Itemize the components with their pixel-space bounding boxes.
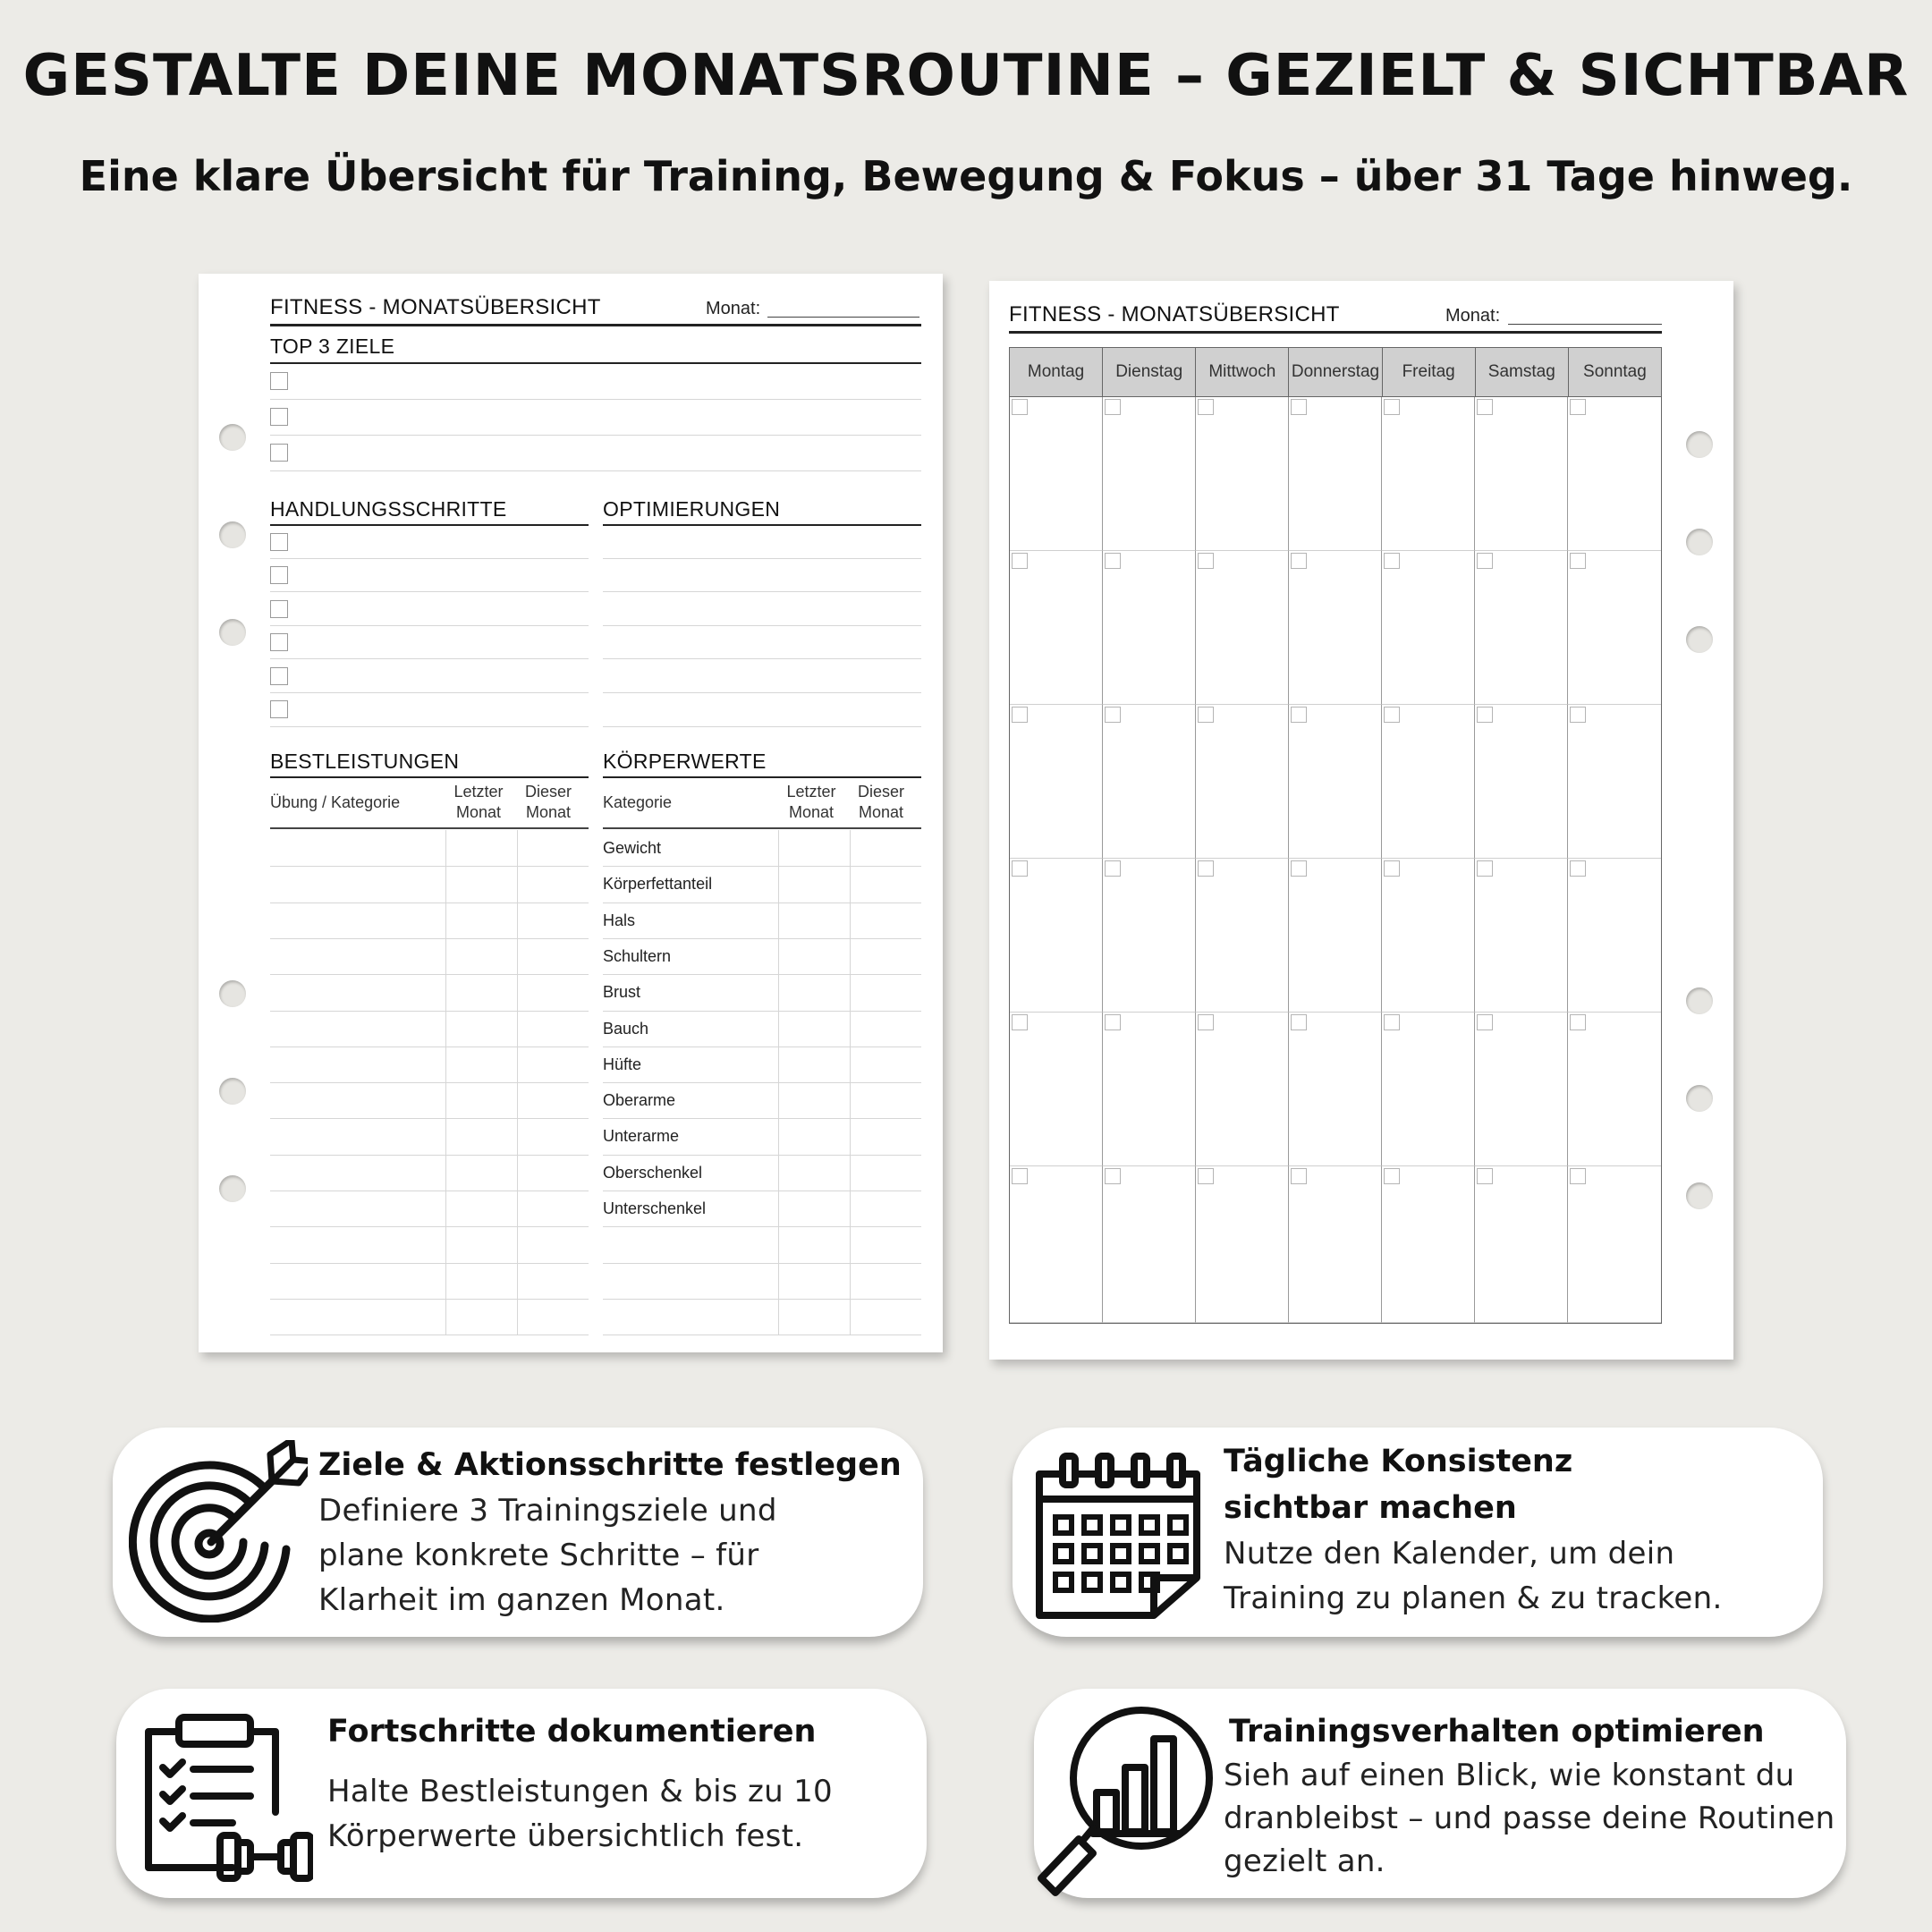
day-number-box <box>1384 1014 1400 1030</box>
day-header: Samstag <box>1476 348 1569 396</box>
body-col-this: Dieser Monat <box>857 783 904 821</box>
steps-rule <box>270 524 589 526</box>
step-checkbox[interactable] <box>270 566 288 584</box>
punch-hole <box>1686 1085 1713 1112</box>
table-row-line <box>270 1155 589 1156</box>
day-number-box <box>1291 553 1307 569</box>
card-title: Fortschritte dokumentieren <box>327 1714 817 1750</box>
row-line <box>270 658 589 659</box>
day-number-box <box>1477 1168 1493 1184</box>
table-row-line <box>603 938 921 939</box>
punch-hole <box>219 1175 246 1202</box>
table-row-line <box>603 902 921 903</box>
sheet-title: FITNESS - MONATSÜBERSICHT <box>270 295 601 319</box>
table-row-line <box>603 974 921 975</box>
day-number-box <box>1012 1014 1028 1030</box>
step-checkbox[interactable] <box>270 600 288 618</box>
calendar-day-cell[interactable] <box>1382 551 1475 705</box>
card-text-line: plane konkrete Schritte – für <box>318 1538 759 1573</box>
feature-card-progress <box>116 1689 927 1898</box>
row-line <box>270 435 921 436</box>
records-col-last: Letzter Monat <box>453 783 504 821</box>
calendar-day-cell[interactable] <box>1010 397 1103 551</box>
day-number-box <box>1291 399 1307 415</box>
card-text-line: Training zu planen & zu tracken. <box>1224 1580 1723 1616</box>
body-col-last: Letzter Monat <box>786 783 836 821</box>
day-number-box <box>1105 1168 1121 1184</box>
body-row-label: Bauch <box>603 1020 649 1038</box>
day-number-box <box>1384 1168 1400 1184</box>
body-head-rule <box>603 827 921 829</box>
clipboard-dumbbell-icon <box>143 1714 313 1884</box>
calendar-day-cell[interactable] <box>1289 705 1382 859</box>
table-row-line <box>603 866 921 867</box>
table-column-line <box>445 830 446 1335</box>
card-title: Ziele & Aktionsschritte festlegen <box>318 1447 902 1483</box>
day-number-box <box>1012 1168 1028 1184</box>
day-number-box <box>1570 1168 1586 1184</box>
day-number-box <box>1570 860 1586 877</box>
optimizations-rule <box>603 524 921 526</box>
calendar-day-cell[interactable] <box>1289 551 1382 705</box>
day-number-box <box>1291 707 1307 723</box>
calendar-day-cell[interactable] <box>1103 397 1196 551</box>
feature-card-goals <box>113 1428 923 1637</box>
goal-checkbox[interactable] <box>270 372 288 390</box>
row-line <box>270 399 921 400</box>
records-head-rule <box>270 827 589 829</box>
row-line <box>270 625 589 626</box>
calendar-header <box>1010 348 1661 397</box>
calendar-day-cell[interactable] <box>1289 1013 1382 1166</box>
title-rule <box>1009 331 1662 334</box>
table-row-line <box>270 1011 589 1012</box>
calendar-day-cell[interactable] <box>1196 1166 1289 1323</box>
day-number-box <box>1570 707 1586 723</box>
step-checkbox[interactable] <box>270 700 288 718</box>
row-line <box>603 591 921 592</box>
calendar-day-cell[interactable] <box>1010 1013 1103 1166</box>
table-row-line <box>270 1046 589 1047</box>
table-row-line <box>270 1299 589 1300</box>
records-rule <box>270 776 589 778</box>
body-title: KÖRPERWERTE <box>603 750 767 773</box>
table-row-line <box>270 1082 589 1083</box>
step-checkbox[interactable] <box>270 633 288 651</box>
row-line <box>270 692 589 693</box>
day-number-box <box>1570 399 1586 415</box>
calendar-day-cell[interactable] <box>1475 1166 1568 1323</box>
day-number-box <box>1477 860 1493 877</box>
table-row-line <box>270 1263 589 1264</box>
month-label: Monat: <box>706 299 761 318</box>
goal-checkbox[interactable] <box>270 408 288 426</box>
calendar-day-cell[interactable] <box>1568 1166 1661 1323</box>
calendar-day-cell[interactable] <box>1568 859 1661 1013</box>
row-line <box>270 726 589 727</box>
table-column-line <box>850 830 851 1335</box>
calendar-day-cell[interactable] <box>1289 1166 1382 1323</box>
calendar-day-cell[interactable] <box>1475 859 1568 1013</box>
step-checkbox[interactable] <box>270 667 288 685</box>
calendar-day-cell[interactable] <box>1568 705 1661 859</box>
month-line <box>767 317 919 318</box>
row-line <box>603 658 921 659</box>
table-row-line <box>270 1118 589 1119</box>
card-text-line: Definiere 3 Trainingsziele und <box>318 1493 777 1529</box>
punch-hole <box>1686 626 1713 653</box>
target-dart-icon <box>129 1440 308 1623</box>
table-row-line <box>603 1226 921 1227</box>
table-row-line <box>270 938 589 939</box>
sheet-calendar <box>989 281 1733 1360</box>
day-number-box <box>1291 1014 1307 1030</box>
table-column-line <box>778 830 779 1335</box>
day-number-box <box>1012 553 1028 569</box>
row-line <box>603 558 921 559</box>
day-number-box <box>1198 1168 1214 1184</box>
day-number-box <box>1105 1014 1121 1030</box>
magnifier-chart-icon <box>1034 1703 1213 1900</box>
card-title: Trainingsverhalten optimieren <box>1229 1714 1765 1750</box>
row-line <box>270 558 589 559</box>
day-number-box <box>1105 399 1121 415</box>
calendar-day-cell[interactable] <box>1103 551 1196 705</box>
goals-title: TOP 3 ZIELE <box>270 335 395 358</box>
calendar-day-cell[interactable] <box>1196 859 1289 1013</box>
day-number-box <box>1012 860 1028 877</box>
feature-card-optimize <box>1034 1689 1846 1898</box>
punch-hole <box>219 1078 246 1105</box>
punch-hole <box>1686 431 1713 458</box>
body-rule <box>603 776 921 778</box>
month-line <box>1508 324 1662 325</box>
calendar-day-cell[interactable] <box>1382 1013 1475 1166</box>
day-number-box <box>1291 1168 1307 1184</box>
punch-hole <box>219 424 246 451</box>
records-title: BESTLEISTUNGEN <box>270 750 460 773</box>
table-row-line <box>603 1082 921 1083</box>
row-line <box>603 692 921 693</box>
punch-hole <box>219 521 246 548</box>
day-number-box <box>1477 399 1493 415</box>
calendar-day-cell[interactable] <box>1568 551 1661 705</box>
calendar-day-cell[interactable] <box>1382 397 1475 551</box>
table-row-line <box>603 1299 921 1300</box>
day-header: Montag <box>1010 348 1103 396</box>
calendar-day-cell[interactable] <box>1475 1013 1568 1166</box>
punch-hole <box>1686 987 1713 1014</box>
body-row-label: Unterarme <box>603 1127 680 1145</box>
table-row-line <box>603 1263 921 1264</box>
calendar-day-cell[interactable] <box>1196 1013 1289 1166</box>
calendar-day-cell[interactable] <box>1568 397 1661 551</box>
card-text-line: gezielt an. <box>1224 1843 1385 1879</box>
calendar-day-cell[interactable] <box>1382 705 1475 859</box>
feature-card-consistency <box>1013 1428 1823 1637</box>
calendar-day-cell[interactable] <box>1196 705 1289 859</box>
table-column-line <box>517 830 518 1335</box>
punch-hole <box>219 980 246 1007</box>
calendar-day-cell[interactable] <box>1289 859 1382 1013</box>
body-row-label: Oberarme <box>603 1091 676 1109</box>
table-row-line <box>270 902 589 903</box>
day-header: Donnerstag <box>1289 348 1382 396</box>
calendar-day-cell[interactable] <box>1103 1013 1196 1166</box>
records-col-this: Dieser Monat <box>524 783 572 821</box>
body-row-label: Körperfettanteil <box>603 875 713 893</box>
table-row-line <box>603 1046 921 1047</box>
calendar-day-cell[interactable] <box>1382 859 1475 1013</box>
row-line <box>270 591 589 592</box>
day-number-box <box>1477 1014 1493 1030</box>
table-row-line <box>270 866 589 867</box>
day-number-box <box>1384 860 1400 877</box>
title-rule <box>270 324 921 326</box>
day-number-box <box>1012 399 1028 415</box>
day-number-box <box>1198 1014 1214 1030</box>
day-number-box <box>1198 860 1214 877</box>
calendar-day-cell[interactable] <box>1010 705 1103 859</box>
calendar-day-cell[interactable] <box>1103 705 1196 859</box>
body-row-label: Oberschenkel <box>603 1164 703 1182</box>
sheet-title: FITNESS - MONATSÜBERSICHT <box>1009 302 1340 326</box>
table-row-line <box>270 974 589 975</box>
day-number-box <box>1105 707 1121 723</box>
calendar-day-cell[interactable] <box>1010 859 1103 1013</box>
day-number-box <box>1477 553 1493 569</box>
body-row-label: Brust <box>603 983 641 1001</box>
day-number-box <box>1384 399 1400 415</box>
body-row-label: Schultern <box>603 947 672 965</box>
row-line <box>603 625 921 626</box>
step-checkbox[interactable] <box>270 533 288 551</box>
table-row-line <box>270 1226 589 1227</box>
card-text-line: Nutze den Kalender, um dein <box>1224 1536 1675 1572</box>
calendar-days <box>1010 397 1661 1323</box>
calendar-day-cell[interactable] <box>1010 551 1103 705</box>
day-number-box <box>1105 553 1121 569</box>
calendar-day-cell[interactable] <box>1010 1166 1103 1323</box>
table-row-line <box>603 1011 921 1012</box>
row-line <box>603 726 921 727</box>
body-row-label: Unterschenkel <box>603 1199 707 1217</box>
punch-hole <box>219 619 246 646</box>
day-number-box <box>1384 707 1400 723</box>
punch-hole <box>1686 1182 1713 1209</box>
body-row-label: Gewicht <box>603 839 662 857</box>
calendar-day-cell[interactable] <box>1475 397 1568 551</box>
day-number-box <box>1384 553 1400 569</box>
day-number-box <box>1012 707 1028 723</box>
calendar-day-cell[interactable] <box>1289 397 1382 551</box>
row-line <box>270 470 921 471</box>
body-row-label: Hüfte <box>603 1055 642 1073</box>
day-number-box <box>1570 553 1586 569</box>
calendar-day-cell[interactable] <box>1103 859 1196 1013</box>
calendar-day-cell[interactable] <box>1475 551 1568 705</box>
headline: GESTALTE DEINE MONATSROUTINE – GEZIELT & SICHTBAR <box>22 43 1910 109</box>
calendar-day-cell[interactable] <box>1196 551 1289 705</box>
card-title-line <box>1224 1438 1724 1531</box>
card-title: Tägliche Konsistenz sichtbar machen <box>1224 1444 1573 1526</box>
day-number-box <box>1477 707 1493 723</box>
calendar-icon <box>1029 1453 1208 1623</box>
day-header: Sonntag <box>1583 362 1647 381</box>
table-row-line <box>603 1118 921 1119</box>
day-number-box <box>1198 553 1214 569</box>
day-header: Dienstag <box>1103 348 1196 396</box>
goal-checkbox[interactable] <box>270 444 288 462</box>
records-col-exercise: Übung / Kategorie <box>270 793 401 811</box>
day-number-box <box>1570 1014 1586 1030</box>
punch-hole <box>1686 529 1713 555</box>
calendar-day-cell[interactable] <box>1103 1166 1196 1323</box>
body-row-label: Hals <box>603 911 636 929</box>
goals-rule <box>270 362 921 364</box>
card-text-line: Sieh auf einen Blick, wie konstant du <box>1224 1758 1795 1793</box>
day-number-box <box>1198 707 1214 723</box>
body-col-category: Kategorie <box>603 793 673 811</box>
card-text-line: dranbleibst – und passe deine Routinen <box>1224 1801 1835 1836</box>
month-label: Monat: <box>1445 306 1501 326</box>
calendar-day-cell[interactable] <box>1196 397 1289 551</box>
card-text-line: Halte Bestleistungen & bis zu 10 <box>327 1774 833 1809</box>
day-number-box <box>1291 860 1307 877</box>
day-header: Freitag <box>1383 348 1476 396</box>
day-header: Mittwoch <box>1196 348 1289 396</box>
calendar-day-cell[interactable] <box>1382 1166 1475 1323</box>
day-number-box <box>1105 860 1121 877</box>
day-number-box <box>1198 399 1214 415</box>
subline: Eine klare Übersicht für Training, Bewegung & Fokus – über 31 Tage hinweg. <box>79 152 1853 200</box>
calendar-day-cell[interactable] <box>1475 705 1568 859</box>
calendar-grid <box>1009 347 1662 1324</box>
calendar-day-cell[interactable] <box>1568 1013 1661 1166</box>
steps-title: HANDLUNGSSCHRITTE <box>270 497 507 521</box>
sheet-overview <box>199 274 943 1352</box>
optimizations-title: OPTIMIERUNGEN <box>603 497 781 521</box>
card-text-line: Körperwerte übersichtlich fest. <box>327 1818 804 1854</box>
card-text-line: Klarheit im ganzen Monat. <box>318 1582 725 1618</box>
table-row-line <box>603 1155 921 1156</box>
